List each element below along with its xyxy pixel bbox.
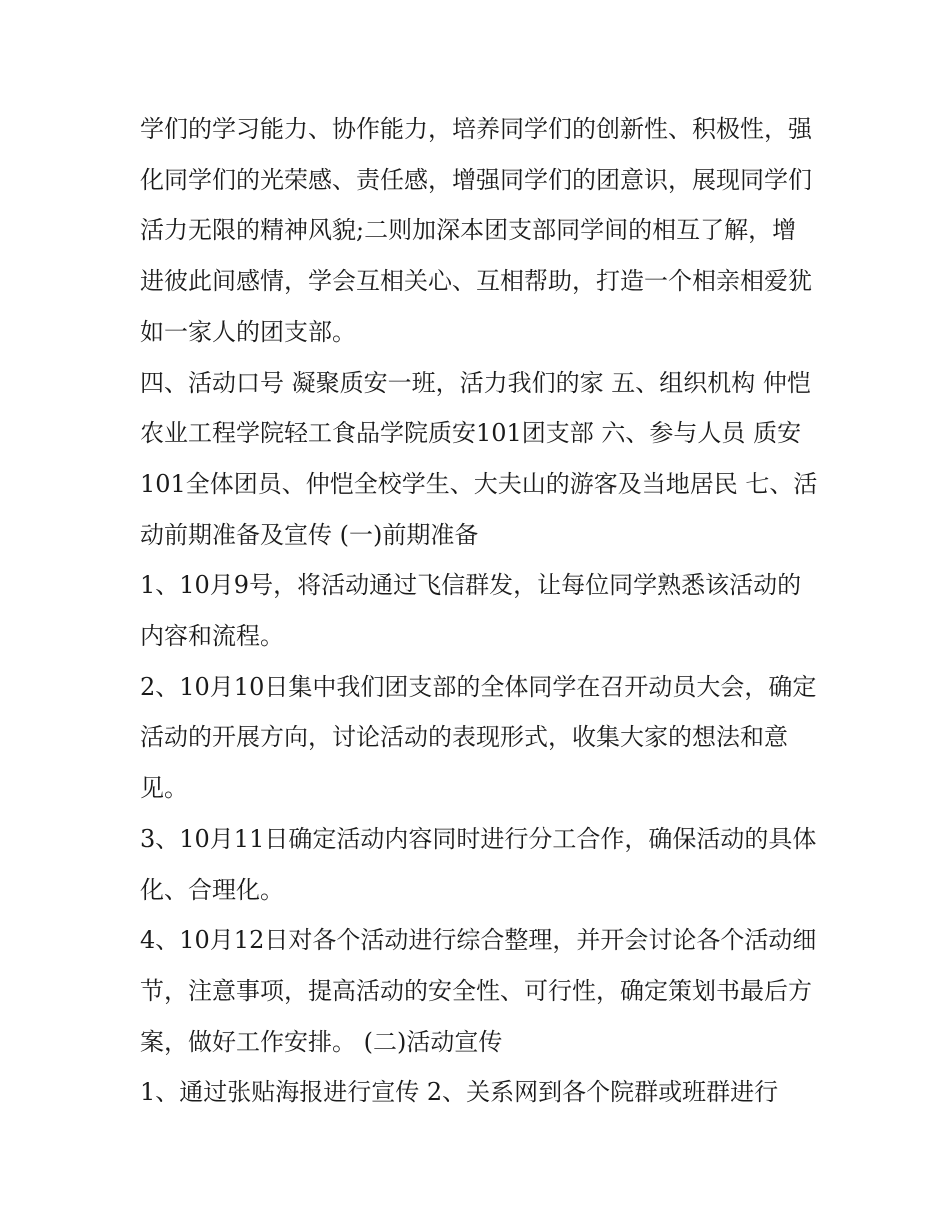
paragraph-prep-step-3: 3、10月11日确定活动内容同时进行分工合作，确保活动的具体化、合理化。 <box>140 824 817 904</box>
paragraph-prep-step-4: 4、10月12日对各个活动进行综合整理，并开会讨论各个活动细节，注意事项，提高活动的安全性、可行性，确定策划书最后方案，做好工作安排。 (二)活动宣传 <box>140 926 817 1056</box>
document-body <box>140 104 820 1118</box>
paragraph-objective-continued: 学们的学习能力、协作能力，培养同学们的创新性、积极性，强化同学们的光荣感、责任感，增强同学们的团意识，展现同学们活力无限的精神风貌;二则加深本团支部同学间的相互了解，增进彼此间感情，学会互相关心、互相帮助，打造一个相亲相爱犹如一家人的团支部。 <box>140 115 812 346</box>
paragraph-slogan-organization: 四、活动口号 凝聚质安一班，活力我们的家 五、组织机构 仲恺农业工程学院轻工食品学院质安101团支部 六、参与人员 质安101全体团员、仲恺全校学生、大夫山的游客及当地居民 七、活动前期准备及宣传 (一)前期准备 <box>140 368 818 549</box>
paragraph-prep-step-2: 2、10月10日集中我们团支部的全体同学在召开动员大会，确定活动的开展方向，讨论活动的表现形式，收集大家的想法和意见。 <box>140 672 817 803</box>
paragraph-prep-step-1: 1、10月9号，将活动通过飞信群发，让每位同学熟悉该活动的内容和流程。 <box>140 571 802 651</box>
paragraph-publicity: 1、通过张贴海报进行宣传 2、关系网到各个院群或班群进行 <box>140 1078 779 1107</box>
